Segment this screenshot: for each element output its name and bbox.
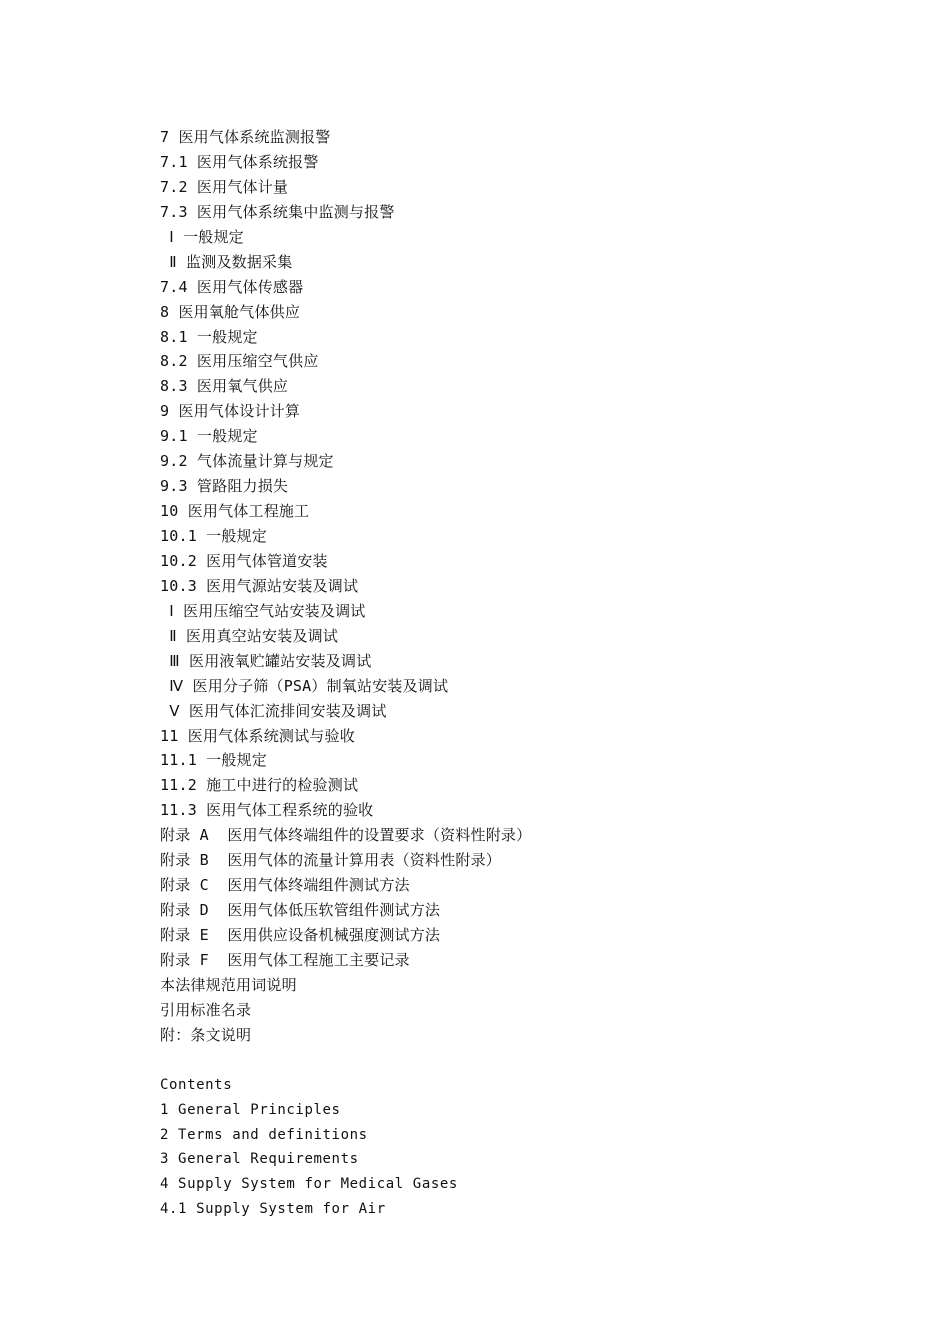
toc-entry: 附录 B 医用气体的流量计算用表（资料性附录） — [160, 851, 501, 870]
toc-entry: 7 医用气体系统监测报警 — [160, 128, 331, 146]
toc-entry: 11.1 一般规定 — [160, 751, 267, 770]
toc-entry: 10 医用气体工程施工 — [160, 502, 310, 521]
toc-entry: Ⅱ 医用真空站安装及调试 — [160, 626, 339, 645]
toc-entry: 10.2 医用气体管道安装 — [160, 551, 328, 570]
toc-entry: 附录 D 医用气体低压软管组件测试方法 — [160, 901, 441, 920]
toc-entry: 本法律规范用词说明 — [160, 975, 297, 994]
toc-entry: Ⅰ 一般规定 — [160, 227, 244, 246]
toc-entry: 附录 C 医用气体终端组件测试方法 — [160, 876, 410, 895]
toc-entry: 附录 A 医用气体终端组件的设置要求（资料性附录） — [160, 826, 532, 845]
toc-entry: 8.1 一般规定 — [160, 327, 258, 346]
toc-entry: 7.3 医用气体系统集中监测与报警 — [160, 202, 395, 221]
toc-entry: 10.3 医用气源站安装及调试 — [160, 576, 359, 595]
toc-entry: 7.1 医用气体系统报警 — [160, 152, 319, 171]
toc-entry: 11.2 施工中进行的检验测试 — [160, 776, 359, 795]
toc-entry: 9.2 气体流量计算与规定 — [160, 452, 334, 471]
toc-entry: 9 医用气体设计计算 — [160, 402, 301, 421]
toc-entry: 7.2 医用气体计量 — [160, 177, 289, 196]
toc-entry: 11 医用气体系统测试与验收 — [160, 726, 355, 745]
toc-entry: 3 General Requirements — [160, 1151, 359, 1168]
toc-entry: 9.3 管路阻力损失 — [160, 477, 289, 496]
toc-entry: 4 Supply System for Medical Gases — [160, 1176, 458, 1193]
toc-entry: 8.2 医用压缩空气供应 — [160, 352, 319, 371]
toc-entry: 8.3 医用氧气供应 — [160, 377, 289, 396]
section-spacer — [160, 1048, 860, 1073]
toc-entry: 4.1 Supply System for Air — [160, 1201, 386, 1218]
contents-heading: Contents — [160, 1076, 233, 1093]
toc-entry: 10.1 一般规定 — [160, 527, 267, 545]
toc-entry: Ⅴ 医用气体汇流排间安装及调试 — [160, 701, 387, 720]
toc-entry: 附录 F 医用气体工程施工主要记录 — [160, 950, 410, 969]
toc-entry: Ⅰ 医用压缩空气站安装及调试 — [160, 601, 366, 620]
toc-entry: 附：条文说明 — [160, 1025, 252, 1044]
toc-entry: Ⅲ 医用液氧贮罐站安装及调试 — [160, 651, 372, 670]
table-of-contents — [160, 125, 860, 1222]
toc-entry: 2 Terms and definitions — [160, 1126, 368, 1143]
toc-chinese-section — [160, 125, 860, 1048]
toc-entry: 9.1 一般规定 — [160, 427, 258, 446]
toc-entry: Ⅳ 医用分子筛（PSA）制氧站安装及调试 — [160, 676, 449, 695]
toc-entry: 8 医用氧舱气体供应 — [160, 302, 301, 321]
toc-entry: 11.3 医用气体工程系统的验收 — [160, 801, 374, 820]
toc-english-section — [160, 1073, 860, 1223]
toc-entry: 7.4 医用气体传感器 — [160, 277, 304, 296]
toc-entry: 1 General Principles — [160, 1101, 341, 1118]
toc-entry: 附录 E 医用供应设备机械强度测试方法 — [160, 926, 441, 944]
toc-entry: Ⅱ 监测及数据采集 — [160, 252, 293, 271]
toc-entry: 引用标准名录 — [160, 1000, 252, 1019]
